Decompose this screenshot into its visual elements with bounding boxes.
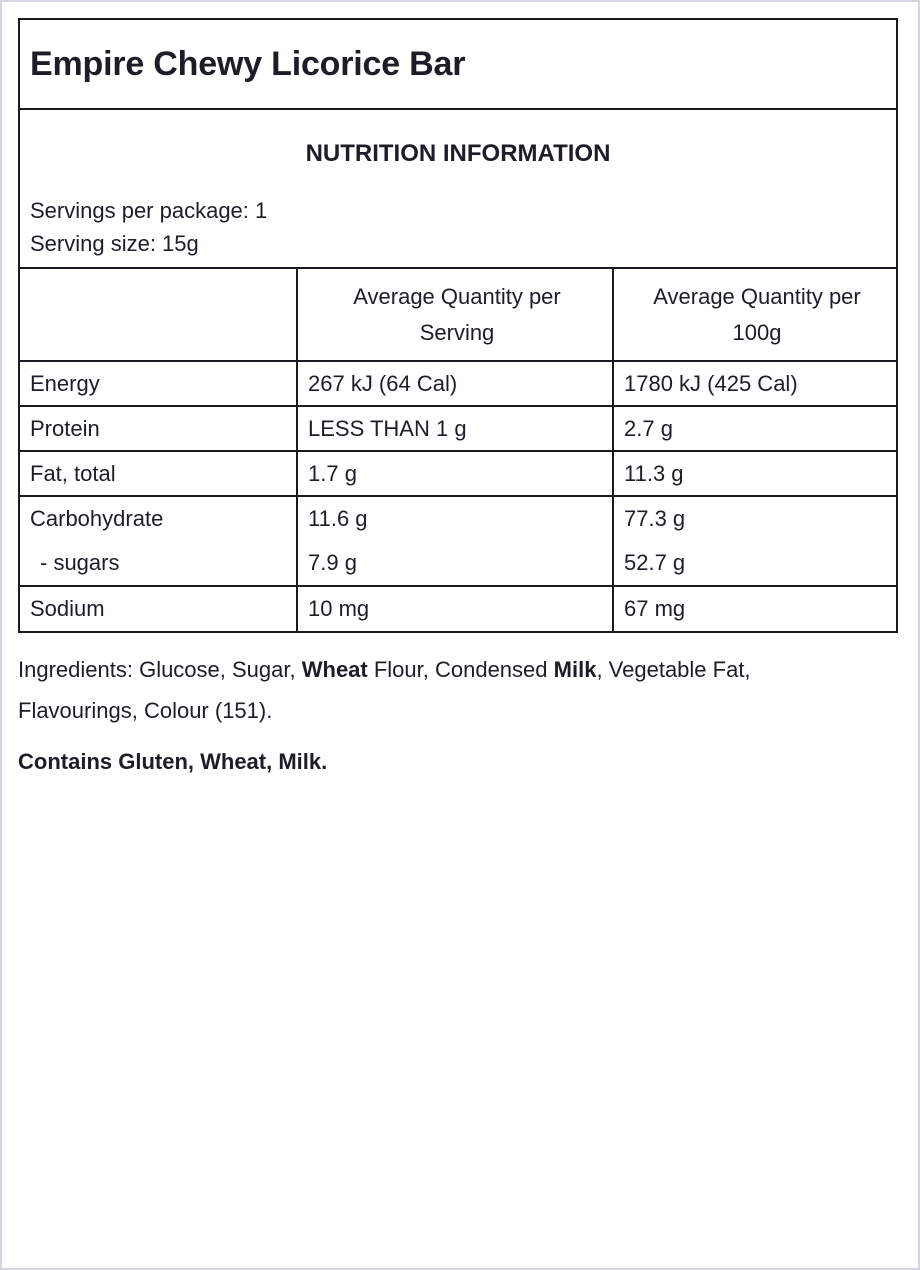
value-per-serving: 11.6 g 7.9 g bbox=[297, 496, 613, 586]
value-per-serving: 267 kJ (64 Cal) bbox=[297, 361, 613, 406]
value-per-serving: 1.7 g bbox=[297, 451, 613, 496]
table-header-row bbox=[20, 269, 896, 361]
value-per-100g: 11.3 g bbox=[613, 451, 896, 496]
nutrient-name: Energy bbox=[20, 361, 297, 406]
value-per-100g: 67 mg bbox=[613, 586, 896, 631]
table-row-fat bbox=[20, 451, 896, 496]
value-per-100g: 77.3 g 52.7 g bbox=[613, 496, 896, 586]
serving-size: Serving size: 15g bbox=[30, 231, 199, 256]
ingredients-text bbox=[18, 649, 830, 731]
nutrient-name: Sodium bbox=[20, 586, 297, 631]
title-section bbox=[20, 20, 896, 110]
nutrition-label bbox=[18, 18, 898, 633]
table-row-carbohydrate bbox=[20, 496, 896, 586]
nutrient-name: Protein bbox=[20, 406, 297, 451]
ingredients-segment: Ingredients: Glucose, Sugar, bbox=[18, 657, 302, 682]
column-header-per-100g: Average Quantity per 100g bbox=[613, 269, 896, 361]
nutrient-subname: - sugars bbox=[40, 550, 120, 575]
column-header-per-serving: Average Quantity per Serving bbox=[297, 269, 613, 361]
ingredients-segment: , Vegetable Fat, Flavourings, Colour (151). bbox=[18, 657, 751, 723]
value-per-serving: 10 mg bbox=[297, 586, 613, 631]
table-row-protein bbox=[20, 406, 896, 451]
nutrient-name: Fat, total bbox=[20, 451, 297, 496]
value-per-100g: 2.7 g bbox=[613, 406, 896, 451]
nutrient-name: Carbohydrate - sugars bbox=[20, 496, 297, 586]
nutrition-table bbox=[20, 269, 896, 631]
ingredients-segment: Flour, Condensed bbox=[367, 657, 554, 682]
table-row-energy bbox=[20, 361, 896, 406]
servings-per-package: Servings per package: 1 bbox=[30, 198, 268, 223]
nutrition-heading: NUTRITION INFORMATION bbox=[305, 140, 611, 167]
value-per-100g: 1780 kJ (425 Cal) bbox=[613, 361, 896, 406]
ingredients-allergen-milk: Milk bbox=[553, 657, 597, 682]
table-row-sodium bbox=[20, 586, 896, 631]
contains-statement: Contains Gluten, Wheat, Milk. bbox=[18, 749, 328, 774]
column-header-empty bbox=[20, 269, 297, 361]
servings-block bbox=[30, 194, 886, 260]
info-section bbox=[20, 110, 896, 269]
value-per-serving: LESS THAN 1 g bbox=[297, 406, 613, 451]
ingredients-allergen-wheat: Wheat bbox=[301, 657, 368, 682]
product-title: Empire Chewy Licorice Bar bbox=[30, 44, 466, 83]
